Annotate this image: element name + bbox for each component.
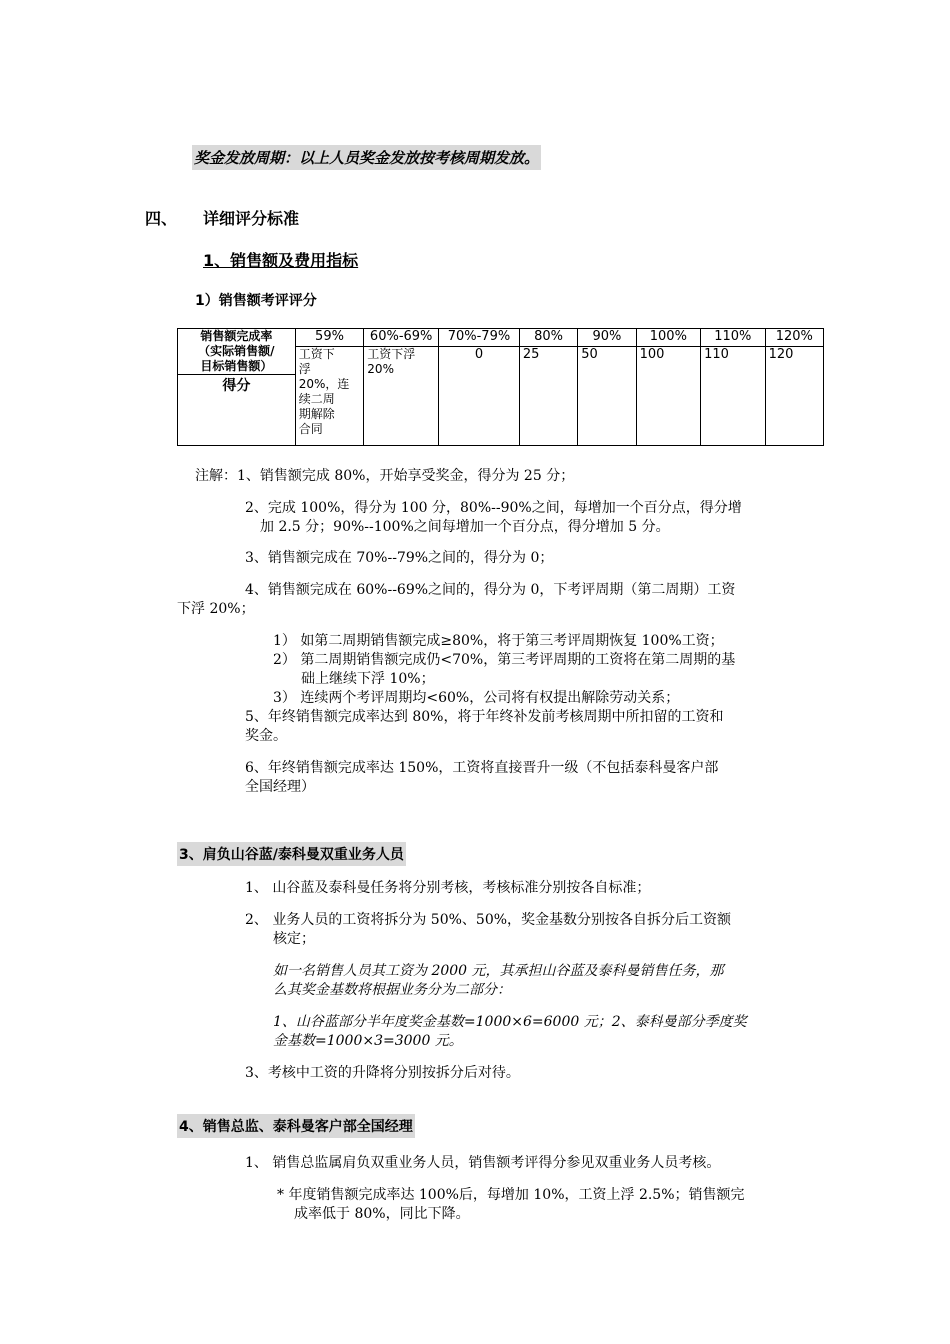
col-header: 120%: [765, 329, 823, 347]
note-2-cont: 加 2.5 分；90%--100%之间每增加一个百分点，得分增加 5 分。: [260, 519, 670, 535]
score-cell: 25: [519, 347, 577, 446]
score-line: 续二周: [298, 392, 335, 406]
score-cell: 110: [701, 347, 765, 446]
score-line: 20%: [367, 362, 394, 376]
col-header: 80%: [519, 329, 577, 347]
note-4: 4、销售额完成在 60%--69%之间的，得分为 0，下考评周期（第二周期）工资: [245, 582, 736, 598]
col-header: 110%: [701, 329, 765, 347]
col-header: 90%: [578, 329, 636, 347]
section-3-item-3: 3、考核中工资的升降将分别按拆分后对待。: [245, 1065, 520, 1081]
note-4-cont: 下浮 20%；: [177, 601, 255, 617]
example-line-2-cont: 金基数=1000×3=3000 元。: [273, 1033, 463, 1049]
section-4-title: 4、销售总监、泰科曼客户部全国经理: [177, 1114, 415, 1138]
rate-label-line: 销售额完成率: [200, 329, 273, 343]
note-1: 注解：1、销售额完成 80%，开始享受奖金，得分为 25 分；: [195, 468, 575, 484]
section-4-bullet: * 年度销售额完成率达 100%后，每增加 10%，工资上浮 2.5%；销售额完: [277, 1187, 745, 1203]
col-header: 100%: [636, 329, 700, 347]
example-line-1-cont: 么其奖金基数将根据业务分为二部分：: [273, 982, 511, 998]
score-line: 期解除: [298, 407, 335, 421]
sub-note-1: 1） 如第二周期销售额完成≥80%，将于第三考评周期恢复 100%工资；: [273, 633, 724, 649]
score-cell: [364, 347, 439, 446]
subsubsection-title: 1）销售额考评评分: [195, 293, 317, 309]
note-5-cont: 奖金。: [245, 728, 287, 744]
score-line: 20%，连: [298, 377, 350, 391]
score-cell: 100: [636, 347, 700, 446]
bonus-period-line: 奖金发放周期：以上人员奖金发放按考核周期发放。: [192, 145, 541, 170]
section-4-bullet-cont: 成率低于 80%，同比下降。: [294, 1206, 470, 1222]
sub-note-3: 3） 连续两个考评周期均<60%，公司将有权提出解除劳动关系；: [273, 690, 680, 706]
score-cell: [295, 347, 364, 446]
section-4-item-1: 1、 销售总监属肩负双重业务人员，销售额考评得分参见双重业务人员考核。: [245, 1155, 721, 1171]
col-header: 59%: [295, 329, 364, 347]
score-line: 工资下浮: [367, 347, 416, 361]
sales-score-table: [177, 328, 824, 446]
section-title: 详细评分标准: [203, 209, 300, 228]
section-3-item-1: 1、 山谷蓝及泰科曼任务将分别考核，考核标准分别按各自标准；: [245, 880, 651, 896]
col-header: 60%-69%: [364, 329, 439, 347]
note-2: 2、完成 100%，得分为 100 分，80%--90%之间，每增加一个百分点，得分增: [245, 500, 742, 516]
score-line: 浮: [298, 362, 311, 376]
note-5: 5、年终销售额完成率达到 80%，将于年终补发前考核周期中所扣留的工资和: [245, 709, 724, 725]
note-3: 3、销售额完成在 70%--79%之间的，得分为 0；: [245, 550, 554, 566]
rate-label-line: 目标销售额）: [200, 359, 273, 373]
rate-label-cell: [178, 329, 296, 446]
sub-note-2-cont: 础上继续下浮 10%；: [301, 671, 435, 687]
score-line: 工资下: [298, 347, 335, 361]
note-6-cont: 全国经理）: [245, 779, 315, 795]
score-cell: 50: [578, 347, 636, 446]
note-6: 6、年终销售额完成率达 150%，工资将直接晋升一级（不包括泰科曼客户部: [245, 760, 719, 776]
score-cell: 0: [439, 347, 520, 446]
example-line-1: 如一名销售人员其工资为 2000 元，其承担山谷蓝及泰科曼销售任务，那: [273, 963, 724, 979]
sub-note-2: 2） 第二周期销售额完成仍<70%，第三考评周期的工资将在第二周期的基: [273, 652, 736, 668]
score-label: 得分: [178, 374, 295, 396]
subsection-title: 1、销售额及费用指标: [203, 251, 359, 270]
section-number: 四、: [145, 209, 178, 228]
col-header: 70%-79%: [439, 329, 520, 347]
section-3-item-2: 2、 业务人员的工资将拆分为 50%、50%，奖金基数分别按各自拆分后工资额: [245, 912, 732, 928]
example-line-2: 1、山谷蓝部分半年度奖金基数=1000×6=6000 元；2、泰科曼部分季度奖: [273, 1014, 747, 1030]
rate-label-line: （实际销售额/: [198, 344, 275, 358]
score-cell: 120: [765, 347, 823, 446]
score-line: 合同: [298, 422, 323, 436]
section-3-title: 3、肩负山谷蓝/泰科曼双重业务人员: [177, 842, 406, 866]
section-3-item-2-cont: 核定；: [273, 931, 315, 947]
table-header-row: [178, 329, 824, 347]
